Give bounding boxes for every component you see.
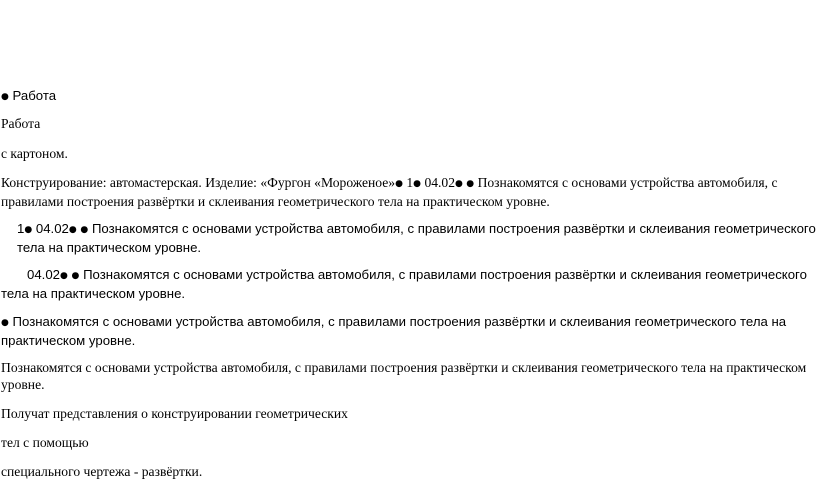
- bullet-icon: ●: [455, 179, 463, 189]
- heading-bulleted: [1, 87, 813, 106]
- bullet-icon: ●: [1, 318, 9, 328]
- line-bodies: тел с помощью: [1, 435, 89, 450]
- para-date: 04.02: [35, 221, 69, 236]
- para-text: Познакомятся с основами устройства автомобиля, с правилами построения развёртки и склеивания геометрического тела на практическом уровне.: [1, 267, 807, 301]
- heading-text: Работа: [12, 88, 57, 103]
- para-date: 04.02: [27, 267, 61, 282]
- line-drawing: специального чертежа - развёртки.: [1, 464, 203, 479]
- bullet-icon: ●: [68, 225, 77, 235]
- bullet-icon: ●: [466, 179, 475, 189]
- bullet-icon: ●: [395, 179, 403, 189]
- bullet-icon: ●: [60, 271, 68, 281]
- paragraph-num-date: [1, 220, 816, 256]
- heading-plain: Работа: [1, 116, 41, 131]
- construct-num: 1: [406, 175, 414, 190]
- construct-date: 04.02: [424, 175, 456, 190]
- bullet-icon: ●: [80, 225, 89, 235]
- bullet-icon: ●: [413, 179, 422, 189]
- bullet-icon: ●: [71, 271, 80, 281]
- bullet-icon: ●: [1, 92, 9, 102]
- construct-text-a: Конструирование: автомастерская. Изделие: «Фургон «Мороженое»: [1, 175, 396, 190]
- paragraph-date: [1, 266, 813, 302]
- line-receive: Получат представления о конструировании геометрических: [1, 406, 348, 421]
- paragraph-bullet: [1, 313, 813, 349]
- para-num: 1: [17, 221, 25, 236]
- construct-paragraph: [1, 174, 813, 210]
- paragraph-plain: Познакомятся с основами устройства автомобиля, с правилами построения развёртки и склеивания геометрического тела на практическом уровне.: [1, 360, 807, 392]
- bullet-icon: ●: [24, 225, 33, 235]
- para-text: Познакомятся с основами устройства автомобиля, с правилами построения развёртки и склеивания геометрического тела на практическом уровне.: [17, 221, 816, 255]
- para-text: Познакомятся с основами устройства автомобиля, с правилами построения развёртки и склеивания геометрического тела на практическом уровне.: [1, 314, 787, 348]
- construct-text-b: Познакомятся с основами устройства автомобиля, с правилами построения развёртки и склеивания геометрического тела на практическом уровне.: [1, 175, 778, 209]
- line-cardboard: с картоном.: [1, 146, 68, 161]
